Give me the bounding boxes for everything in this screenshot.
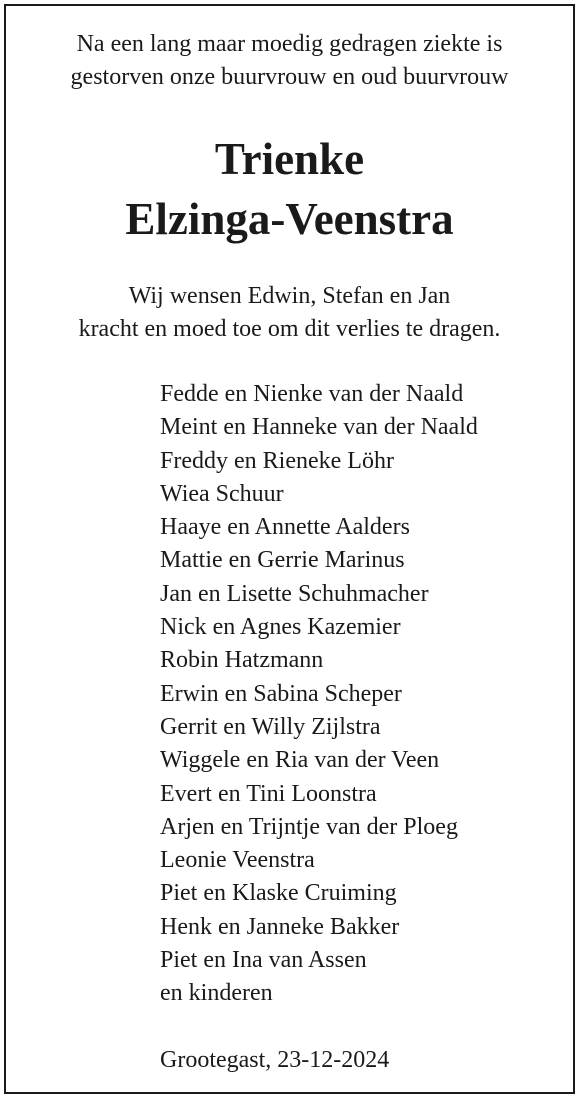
signatories-list	[160, 378, 478, 1011]
signatory: Mattie en Gerrie Marinus	[160, 547, 405, 574]
death-notice-card	[4, 4, 575, 1094]
signatory: Wiea Schuur	[160, 480, 284, 507]
signatory: Piet en Klaske Cruiming	[160, 880, 397, 907]
signatory: Wiggele en Ria van der Veen	[160, 747, 440, 774]
intro-line: Na een lang maar moedig gedragen ziekte is	[76, 31, 503, 57]
wish-line: kracht en moed toe om dit verlies te dragen.	[78, 316, 501, 342]
signatory: Meint en Hanneke van der Naald	[160, 414, 478, 441]
intro-line: gestorven onze buurvrouw en oud buurvrouw	[70, 64, 509, 90]
signatory: Evert en Tini Loonstra	[160, 780, 377, 807]
signatory: Arjen en Trijntje van der Ploeg	[160, 813, 458, 840]
signatory: Freddy en Rieneke Löhr	[160, 447, 394, 474]
signatory: Erwin en Sabina Scheper	[160, 680, 402, 707]
signatory: Gerrit en Willy Zijlstra	[160, 713, 381, 740]
condolence-wish	[6, 280, 573, 346]
place-and-date: Grootegast, 23-12-2024	[160, 1047, 390, 1073]
signatory: Leonie Veenstra	[160, 847, 315, 874]
signatory: en kinderen	[160, 980, 273, 1007]
signatory: Haaye en Annette Aalders	[160, 514, 410, 541]
deceased-name	[6, 129, 573, 249]
deceased-first-name: Trienke	[214, 134, 365, 184]
signatory: Piet en Ina van Assen	[160, 947, 367, 974]
signatory: Nick en Agnes Kazemier	[160, 614, 401, 641]
signatory: Robin Hatzmann	[160, 647, 324, 674]
deceased-surname: Elzinga-Veenstra	[125, 194, 454, 244]
signatory: Jan en Lisette Schuhmacher	[160, 580, 429, 607]
signatory: Henk en Janneke Bakker	[160, 913, 400, 940]
wish-line: Wij wensen Edwin, Stefan en Jan	[128, 283, 451, 309]
signatory: Fedde en Nienke van der Naald	[160, 381, 464, 407]
intro-text	[6, 28, 573, 94]
